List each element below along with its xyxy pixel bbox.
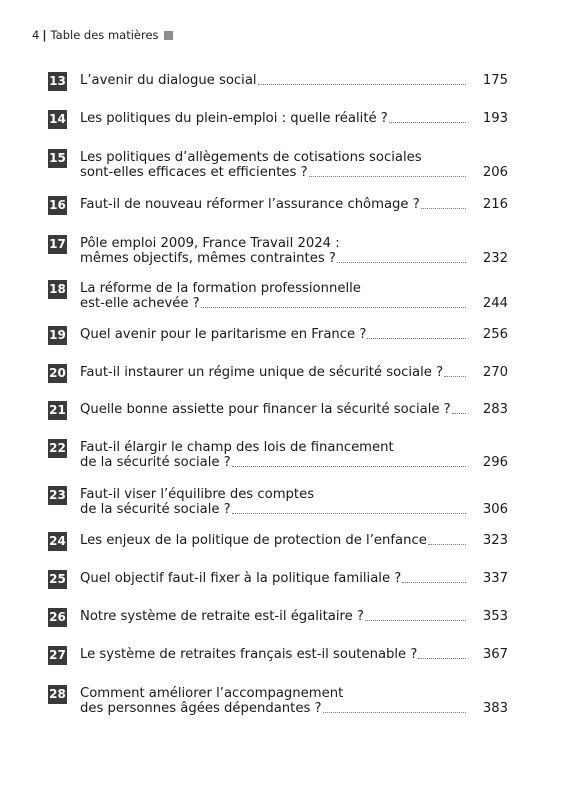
page-number: 216: [482, 197, 508, 212]
dot-leader: [232, 466, 466, 467]
chapter-number-badge: 21: [48, 401, 67, 420]
dot-leader: [201, 307, 466, 308]
dot-leader: [258, 84, 466, 85]
chapter-title-line: Notre système de retraite est-il égalitaire ?: [80, 609, 364, 624]
page-number: 244: [482, 296, 508, 311]
chapter-title-line: Les politiques du plein-emploi : quelle réalité ?: [80, 111, 388, 126]
header-page-number: 4: [32, 28, 40, 42]
chapter-title-line: Faut-il élargir le champ des lois de financement: [80, 440, 394, 455]
chapter-number-badge: 16: [48, 196, 67, 215]
chapter-title-line: mêmes objectifs, mêmes contraintes ?: [80, 251, 336, 266]
page-number: 353: [482, 609, 508, 624]
page-number: 206: [482, 165, 508, 180]
chapter-number-badge: 15: [48, 149, 67, 168]
running-header: [32, 28, 173, 42]
dot-leader: [337, 262, 466, 263]
dot-leader: [402, 582, 466, 583]
dot-leader: [418, 658, 466, 659]
chapter-title-line: Pôle emploi 2009, France Travail 2024 :: [80, 236, 340, 251]
chapter-number-badge: 14: [48, 110, 67, 129]
chapter-number-badge: 13: [48, 72, 67, 91]
page-number: 175: [482, 73, 508, 88]
dot-leader: [389, 122, 466, 123]
dot-leader: [367, 338, 466, 339]
chapter-title-line: L’avenir du dialogue social: [80, 73, 257, 88]
chapter-number-badge: 25: [48, 570, 67, 589]
chapter-title-line: La réforme de la formation professionnelle: [80, 281, 361, 296]
chapter-number-badge: 23: [48, 486, 67, 505]
chapter-title-line: Quelle bonne assiette pour financer la sécurité sociale ?: [80, 402, 451, 417]
chapter-title-line: Faut-il instaurer un régime unique de sécurité sociale ?: [80, 365, 444, 380]
chapter-title-line: de la sécurité sociale ?: [80, 502, 231, 517]
chapter-title-line: de la sécurité sociale ?: [80, 455, 231, 470]
header-separator: |: [42, 28, 47, 42]
dot-leader: [444, 376, 466, 377]
chapter-number-badge: 22: [48, 439, 67, 458]
chapter-title-line: Faut-il viser l’équilibre des comptes: [80, 487, 315, 502]
dot-leader: [365, 620, 466, 621]
page-number: 270: [482, 365, 508, 380]
page-number: 306: [482, 502, 508, 517]
page-number: 323: [482, 533, 508, 548]
header-square-icon: [164, 31, 173, 40]
chapter-title-line: Les enjeux de la politique de protection de l’enfance: [80, 533, 427, 548]
dot-leader: [232, 513, 466, 514]
chapter-title-line: des personnes âgées dépendantes ?: [80, 701, 322, 716]
chapter-title-line: est-elle achevée ?: [80, 296, 200, 311]
chapter-number-badge: 26: [48, 608, 67, 627]
chapter-number-badge: 20: [48, 364, 67, 383]
chapter-title-line: Faut-il de nouveau réformer l’assurance chômage ?: [80, 197, 420, 212]
chapter-title-line: Quel objectif faut-il fixer à la politique familiale ?: [80, 571, 402, 586]
chapter-number-badge: 19: [48, 326, 67, 345]
page-number: 283: [482, 402, 508, 417]
page-number: 232: [482, 251, 508, 266]
chapter-number-badge: 17: [48, 235, 67, 254]
page-number: 383: [482, 701, 508, 716]
chapter-title-line: sont-elles efficaces et efficientes ?: [80, 165, 308, 180]
page-number: 367: [482, 647, 508, 662]
page-number: 337: [482, 571, 508, 586]
chapter-title-line: Comment améliorer l’accompagnement: [80, 686, 344, 701]
chapter-number-badge: 28: [48, 685, 67, 704]
page-number: 256: [482, 327, 508, 342]
chapter-title-line: Le système de retraites français est-il soutenable ?: [80, 647, 418, 662]
chapter-title-line: Quel avenir pour le paritarisme en France ?: [80, 327, 367, 342]
chapter-number-badge: 27: [48, 646, 67, 665]
page-number: 193: [482, 111, 508, 126]
chapter-title-line: Les politiques d’allègements de cotisations sociales: [80, 150, 422, 165]
page-number: 296: [482, 455, 508, 470]
dot-leader: [323, 712, 466, 713]
dot-leader: [428, 544, 466, 545]
dot-leader: [309, 176, 466, 177]
dot-leader: [452, 413, 466, 414]
header-title: Table des matières: [50, 28, 159, 42]
chapter-number-badge: 24: [48, 532, 67, 551]
chapter-number-badge: 18: [48, 280, 67, 299]
dot-leader: [421, 208, 466, 209]
